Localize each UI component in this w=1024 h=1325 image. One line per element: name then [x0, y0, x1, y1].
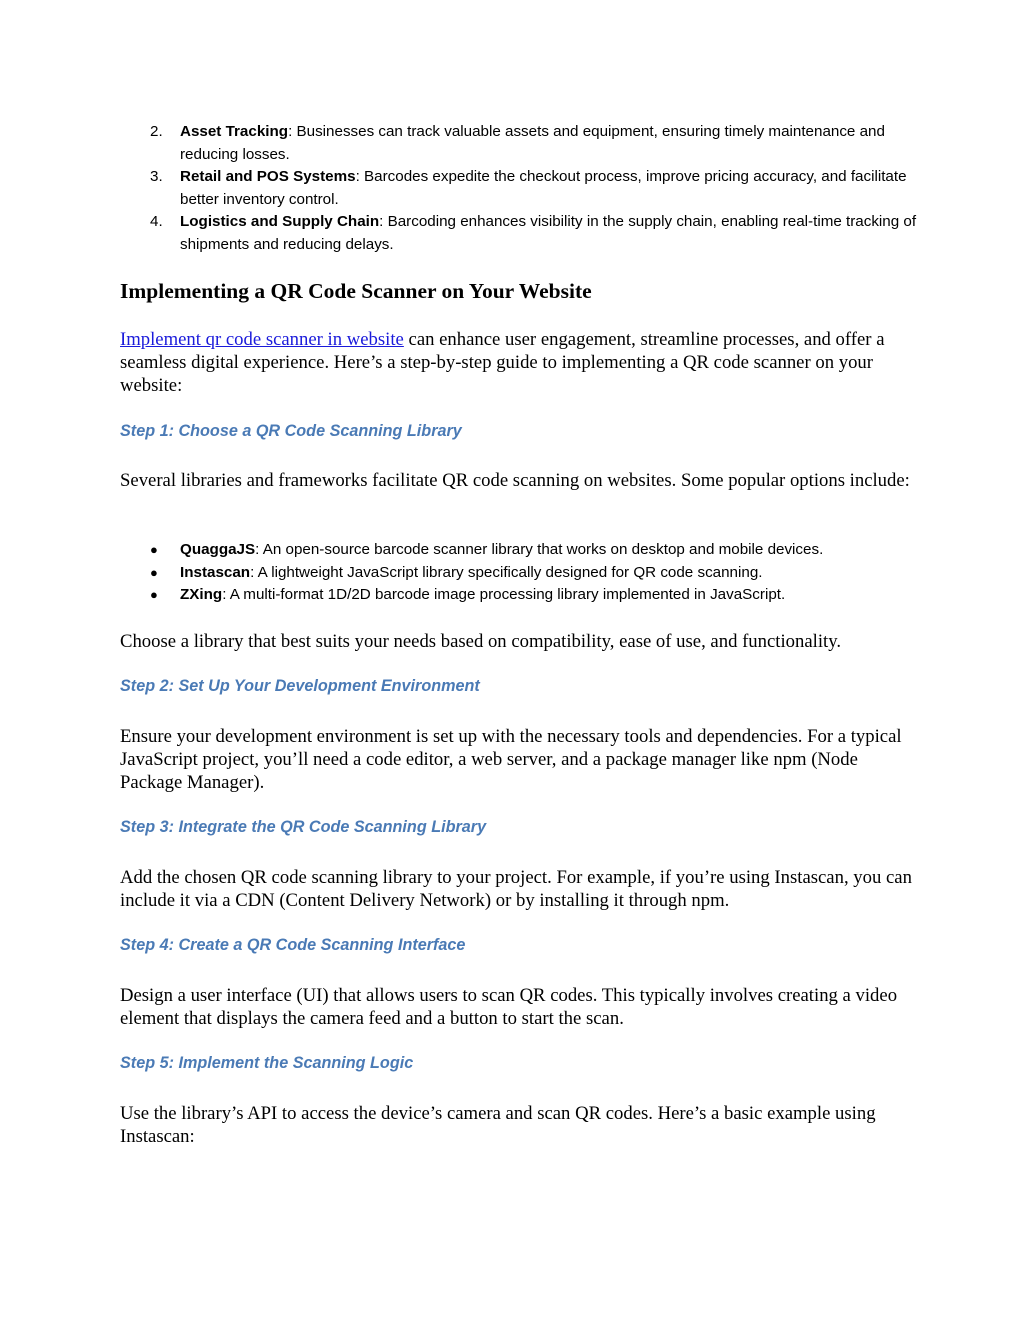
intro-paragraph	[120, 328, 920, 397]
list-item	[150, 211, 920, 256]
use-case-list	[150, 121, 920, 256]
library-choice-note: Choose a library that best suits your needs based on compatibility, ease of use, and functionality.	[120, 631, 842, 652]
list-number: 4.	[150, 213, 163, 230]
step-5-body: Use the library’s API to access the device’s camera and scan QR codes. Here’s a basic example using Instascan:	[120, 1103, 876, 1147]
library-name: Instascan	[180, 563, 251, 581]
bullet-icon: ●	[150, 587, 158, 603]
step-1-heading: Step 1: Choose a QR Code Scanning Library	[120, 422, 462, 440]
list-term: Logistics and Supply Chain	[180, 213, 380, 230]
list-item	[150, 584, 920, 607]
list-term: Asset Tracking	[180, 123, 289, 140]
library-name: QuaggaJS	[180, 541, 256, 558]
list-desc: : Barcoding enhances visibility in the supply chain, enabling real-time tracking of shipments and reducing delays.	[180, 213, 917, 253]
list-term: Retail and POS Systems	[180, 168, 356, 185]
step-4-heading: Step 4: Create a QR Code Scanning Interface	[120, 936, 466, 954]
step-1-body: Several libraries and frameworks facilitate QR code scanning on websites. Some popular options include:	[120, 470, 910, 491]
library-desc: : A multi-format 1D/2D barcode image processing library implemented in JavaScript.	[222, 586, 786, 604]
list-item	[150, 562, 920, 585]
list-desc: : Businesses can track valuable assets and equipment, ensuring timely maintenance and reducing losses.	[180, 123, 885, 163]
library-desc: : An open-source barcode scanner library that works on desktop and mobile devices.	[255, 541, 824, 558]
library-list	[150, 539, 920, 607]
list-desc: : Barcodes expedite the checkout process, improve pricing accuracy, and facilitate better inventory control.	[180, 168, 907, 208]
list-number: 2.	[150, 123, 163, 140]
step-3-heading: Step 3: Integrate the QR Code Scanning Library	[120, 818, 487, 836]
step-2-body: Ensure your development environment is set up with the necessary tools and dependencies. For a typical JavaScript project, you’ll need a code editor, a web server, and a package manager like npm (Node Package Manager).	[120, 726, 902, 793]
list-item	[150, 166, 920, 211]
section-heading: Implementing a QR Code Scanner on Your Website	[120, 279, 592, 303]
step-2-heading: Step 2: Set Up Your Development Environment	[120, 677, 480, 695]
step-5-heading: Step 5: Implement the Scanning Logic	[120, 1054, 414, 1072]
list-item	[150, 539, 920, 562]
step-4-body: Design a user interface (UI) that allows users to scan QR codes. This typically involves creating a video element that displays the camera feed and a button to start the scan.	[120, 985, 898, 1029]
bullet-icon: ●	[150, 542, 158, 557]
bullet-icon: ●	[150, 564, 158, 580]
library-desc: : A lightweight JavaScript library specifically designed for QR code scanning.	[250, 563, 763, 581]
intro-text: can enhance user engagement, streamline processes, and offer a seamless digital experience. Here’s a step-by-step guide to implementing a QR code scanner on your website:	[120, 329, 885, 396]
list-number: 3.	[150, 168, 163, 185]
list-item	[150, 121, 920, 166]
step-3-body: Add the chosen QR code scanning library to your project. For example, if you’re using Instascan, you can include it via a CDN (Content Delivery Network) or by installing it through npm.	[120, 867, 912, 911]
implement-qr-scanner-link[interactable]: Implement qr code scanner in website	[120, 329, 404, 350]
library-name: ZXing	[180, 586, 223, 604]
